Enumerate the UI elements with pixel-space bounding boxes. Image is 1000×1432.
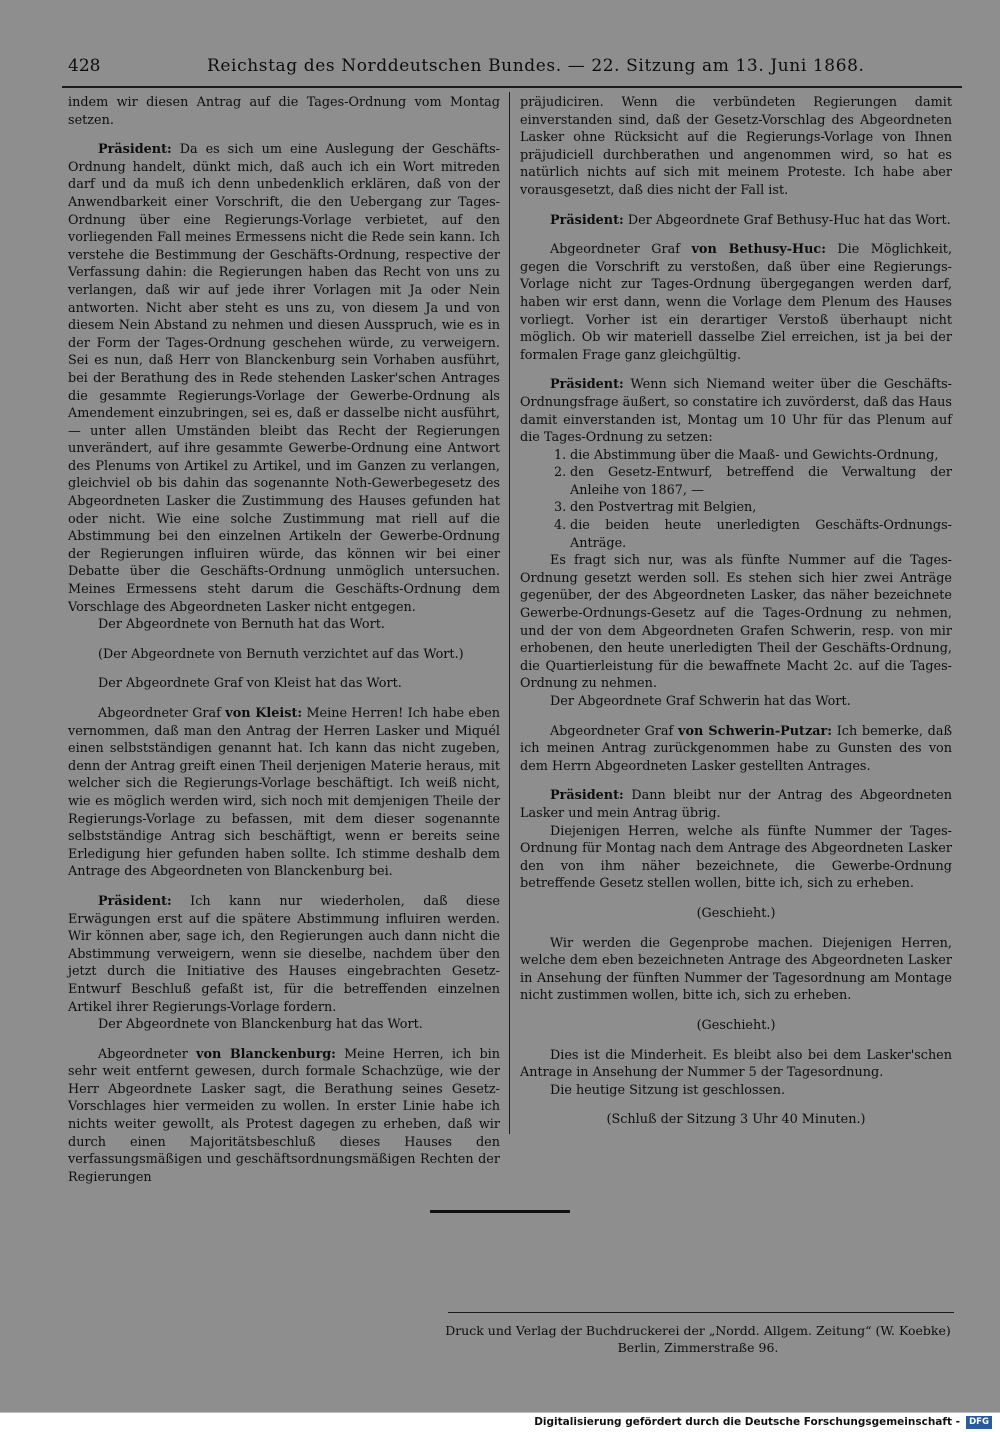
funding-note: Digitalisierung gefördert durch die Deutsche Forschungsgemeinschaft - xyxy=(534,1416,960,1428)
running-head: Reichstag des Norddeutschen Bundes. — 22. Sitzung am 13. Juni 1868. xyxy=(207,56,865,76)
speaker-name: Präsident: xyxy=(98,142,172,158)
paragraph xyxy=(520,787,952,822)
digitization-footer xyxy=(0,1412,1000,1432)
dfg-logo-icon: DFG xyxy=(966,1416,992,1429)
page-header xyxy=(62,52,962,88)
speaker-intro: Abgeordneter Graf xyxy=(550,242,692,258)
agenda-item xyxy=(554,517,952,552)
speaker-name: Präsident: xyxy=(550,212,624,228)
imprint-rule xyxy=(448,1312,954,1313)
left-column xyxy=(68,94,500,1186)
agenda-number: 2. xyxy=(554,465,567,481)
paragraph: indem wir diesen Antrag auf die Tages-Ordnung vom Montag setzen. xyxy=(68,95,500,128)
speaker-name: Präsident: xyxy=(98,893,172,909)
stage-direction: (Geschieht.) xyxy=(696,905,776,921)
paragraph: Wir werden die Gegenprobe machen. Diejenigen Herren, welche dem eben bezeichneten Antrage des Abgeordneten Lasker in Ansehung der fünften Nummer der Tagesordnung am Montage nicht zustimmen wollen, bitte ich, sich zu erheben. xyxy=(520,935,952,1004)
paragraph xyxy=(68,141,500,616)
speech-text: Ich kann nur wiederholen, daß diese Erwägungen erst auf die spätere Abstimmung influiren werden. Wir können aber, sage ich, den Regierungen auch dann nicht die Abstimmung verweigern, wenn sie dieselbe, nachdem über den jetzt durch die Initiative des Hauses eingebrachten Gesetz-Entwurf Beschluß gefaßt ist, für die betreffenden einzelnen Artikel ihrer Regierungs-Vorlage fordern. xyxy=(68,893,500,1015)
paragraph xyxy=(520,212,952,230)
column-divider xyxy=(509,92,510,1134)
agenda-item xyxy=(554,464,952,499)
speaker-name: von Bethusy-Huc: xyxy=(691,242,826,258)
paragraph xyxy=(520,241,952,364)
imprint xyxy=(440,1322,956,1356)
paragraph xyxy=(520,723,952,776)
agenda-text: den Gesetz-Entwurf, betreffend die Verwaltung der Anleihe von 1867, — xyxy=(570,465,952,498)
speech-text: Die Möglichkeit, gegen die Vorschrift zu verstoßen, daß über eine Regierungs-Vorlage nicht zur Tages-Ordnung übergegangen werden darf, haben wir erst dann, wenn die Vorlage dem Plenum des Hauses vorliegt. Vorher ist ein derartiger Verstoß überhaupt nicht möglich. Ob wir materiell dasselbe Ziel erreichen, ist ja bei der formalen Frage ganz gleichgültig. xyxy=(520,242,953,363)
agenda-text: die Abstimmung über die Maaß- und Gewichts-Ordnung, xyxy=(570,447,939,463)
paragraph: (Der Abgeordnete von Bernuth verzichtet auf das Wort.) xyxy=(98,646,464,662)
imprint-line: Druck und Verlag der Buchdruckerei der „Nordd. Allgem. Zeitung“ (W. Koebke) xyxy=(445,1323,951,1338)
paragraph xyxy=(68,893,500,1016)
speech-text: Meine Herren, ich bin sehr weit entfernt gewesen, durch formale Schachzüge, wie der Herr Abgeordnete Lasker sagt, die Berathung seines Gesetz-Vorschlages hier vermeiden zu wollen. In erster Linie habe ich nichts weiter gewollt, als Protest dagegen zu erheben, daß wir durch einen Majoritätsbeschluß dieses Hauses den verfassungsmäßigen und geschäftsordnungsmäßigen Rechten der Regierungen xyxy=(68,1046,501,1185)
end-rule xyxy=(430,1210,570,1213)
speaker-name: Präsident: xyxy=(550,788,624,804)
paragraph xyxy=(68,705,500,881)
stage-direction: (Geschieht.) xyxy=(696,1017,776,1033)
page-number: 428 xyxy=(68,56,101,76)
paragraph xyxy=(520,376,952,446)
speech-text: Dann bleibt nur der Antrag des Abgeordneten Lasker und mein Antrag übrig. xyxy=(520,788,952,821)
speaker-name: von Kleist: xyxy=(225,706,303,721)
agenda-number: 4. xyxy=(554,518,567,534)
speech-text: Meine Herren! Ich habe eben vernommen, daß man den Antrag der Herren Lasker und Miquél einen selbstständigen genannt hat. Ich kann das nicht zugeben, denn der Antrag greift einen Theil derjenigen Materie heraus, mit welcher sich die Regierungs-Vorlage beschäftigt. Ich weiß nicht, wie es möglich werden wird, sich noch mit demjenigen Theile der Regierungs-Vorlage zu befassen, mit dem dieser sogenannte selbstständige Antrag sich beschäftigt, wenn er bereits seine Erledigung hier gefunden haben sollte. Ich stimme deshalb dem Antrage des Abgeordneten von Blanckenburg bei. xyxy=(68,706,501,880)
paragraph: Es fragt sich nur, was als fünfte Nummer auf die Tages-Ordnung gesetzt werden soll. Es stehen sich hier zwei Anträge gegenüber, der des Abgeordneten Lasker, das näher bezeichnete Gewerbe-Ordnungs-Gesetz auf die Tages-Ordnung zu nehmen, und der von dem Abgeordneten Grafen Schwerin, resp. von mir erhobenen, den heute unerledigten Theil der Geschäfts-Ordnung, die Quartierleistung für die bewaffnete Macht 2c. auf die Tages-Ordnung zu nehmen. xyxy=(520,553,952,692)
agenda-text: die beiden heute unerledigten Geschäfts-Ordnungs-Anträge. xyxy=(570,518,952,551)
paragraph xyxy=(68,1046,500,1187)
right-column xyxy=(520,94,952,1129)
speaker-name: von Blanckenburg: xyxy=(196,1046,336,1062)
paragraph: Der Abgeordnete von Blanckenburg hat das Wort. xyxy=(98,1017,423,1033)
paragraph: Der Abgeordnete Graf Schwerin hat das Wort. xyxy=(550,694,851,709)
agenda-number: 1. xyxy=(554,447,567,463)
speech-text: Wenn sich Niemand weiter über die Geschäfts-Ordnungsfrage äußert, so constatire ich zuvörderst, daß das Haus damit einverstanden ist, Montag um 10 Uhr für das Plenum auf die Tages-Ordnung zu setzen: xyxy=(520,377,952,446)
agenda-number: 3. xyxy=(554,500,567,516)
paragraph: Dies ist die Minderheit. Es bleibt also bei dem Lasker'schen Antrage in Ansehung der Nummer 5 der Tagesordnung. xyxy=(520,1047,952,1081)
speech-text: Der Abgeordnete Graf Bethusy-Huc hat das Wort. xyxy=(623,212,951,228)
paragraph: Diejenigen Herren, welche als fünfte Nummer der Tages-Ordnung für Montag nach dem Antrage des Abgeordneten Lasker den von ihm näher bezeichnete, die Gewerbe-Ordnung betreffende Gesetz stellen wollen, bitte ich, sich zu erheben. xyxy=(520,823,952,892)
speech-text: Da es sich um eine Auslegung der Geschäfts-Ordnung handelt, dünkt mich, daß auch ich ein Wort mitreden darf und da muß ich denn unbedenklich erklären, daß von der Anwendbarkeit einer Vorschrift, die den Uebergang zur Tages-Ordnung über eine Regierungs-Vorlage verbietet, auf den vorliegenden Fall meines Ermessens nicht die Rede sein kann. Ich verstehe die Bestimmung der Geschäfts-Ordnung, respective der Verfassung dahin: die Regierungen haben das Recht von uns zu verlangen, daß wir auf jede ihrer Vorlagen mit Ja oder Nein antworten. Nicht aber steht es uns zu, von diesem Ja und von diesem Nein Abstand zu nehmen und diesen Ausspruch, wie es in der Form der Tages-Ordnung geschehen würde, zu verweigern. Sei es nun, daß Herr von Blanckenburg sein Vorhaben ausführt, bei der Berathung des in Rede stehenden Lasker'schen Antrages die gesammte Regierungs-Vorlage der Gewerbe-Ordnung als Amendement einzubringen, sei es, daß er dasselbe nicht ausführt, — unter allen Umständen bleibt das Recht der Regierungen unverändert, auf ihre gesammte Gewerbe-Ordnung eine Antwort des Plenums von Artikel zu Artikel, und im Ganzen zu verlangen, gleichviel ob bis dahin das sogenannte Noth-Gewerbegesetz des Abgeordneten Lasker die Zustimmung des Hauses gefunden hat oder nicht. Wie eine solche Zustimmung mat riell auf die Abstimmung bei den einzelnen Artikeln der Gewerbe-Ordnung der Regierungen influiren würde, das können wir bei einer Debatte über die Geschäfts-Ordnung unmöglich untersuchen. Meines Ermessens steht darum die Geschäfts-Ordnung dem Vorschlage des Abgeordneten Lasker nicht entgegen. xyxy=(68,142,500,615)
speaker-name: von Schwerin-Putzar: xyxy=(678,723,832,739)
agenda-item xyxy=(554,447,952,465)
agenda-item xyxy=(554,499,952,517)
imprint-line: Berlin, Zimmerstraße 96. xyxy=(617,1340,779,1355)
paragraph: Der Abgeordnete von Bernuth hat das Wort. xyxy=(98,617,385,633)
session-close: (Schluß der Sitzung 3 Uhr 40 Minuten.) xyxy=(606,1112,866,1128)
speaker-intro: Abgeordneter xyxy=(98,1046,197,1062)
agenda-list xyxy=(520,447,952,553)
speaker-intro: Abgeordneter Graf xyxy=(98,706,226,721)
paragraph: Der Abgeordnete Graf von Kleist hat das Wort. xyxy=(98,676,402,692)
speech-text: Ich bemerke, daß ich meinen Antrag zurückgenommen habe zu Gunsten des von dem Herrn Abgeordneten Lasker gestellten Antrages. xyxy=(520,723,952,774)
speaker-intro: Abgeordneter Graf xyxy=(550,723,679,739)
speaker-name: Präsident: xyxy=(550,377,624,393)
paragraph: Die heutige Sitzung ist geschlossen. xyxy=(550,1082,786,1098)
paragraph: präjudiciren. Wenn die verbündeten Regierungen damit einverstanden sind, daß der Gesetz-Vorschlag des Abgeordneten Lasker ohne Rücksicht auf die Regierungs-Vorlage von Ihnen präjudiciell durchberathen und angenommen wird, so hat es natürlich nichts auf sich mit meinem Proteste. Ich habe aber vorausgesetzt, daß dies nicht der Fall ist. xyxy=(520,95,952,198)
agenda-text: den Postvertrag mit Belgien, xyxy=(570,500,757,516)
